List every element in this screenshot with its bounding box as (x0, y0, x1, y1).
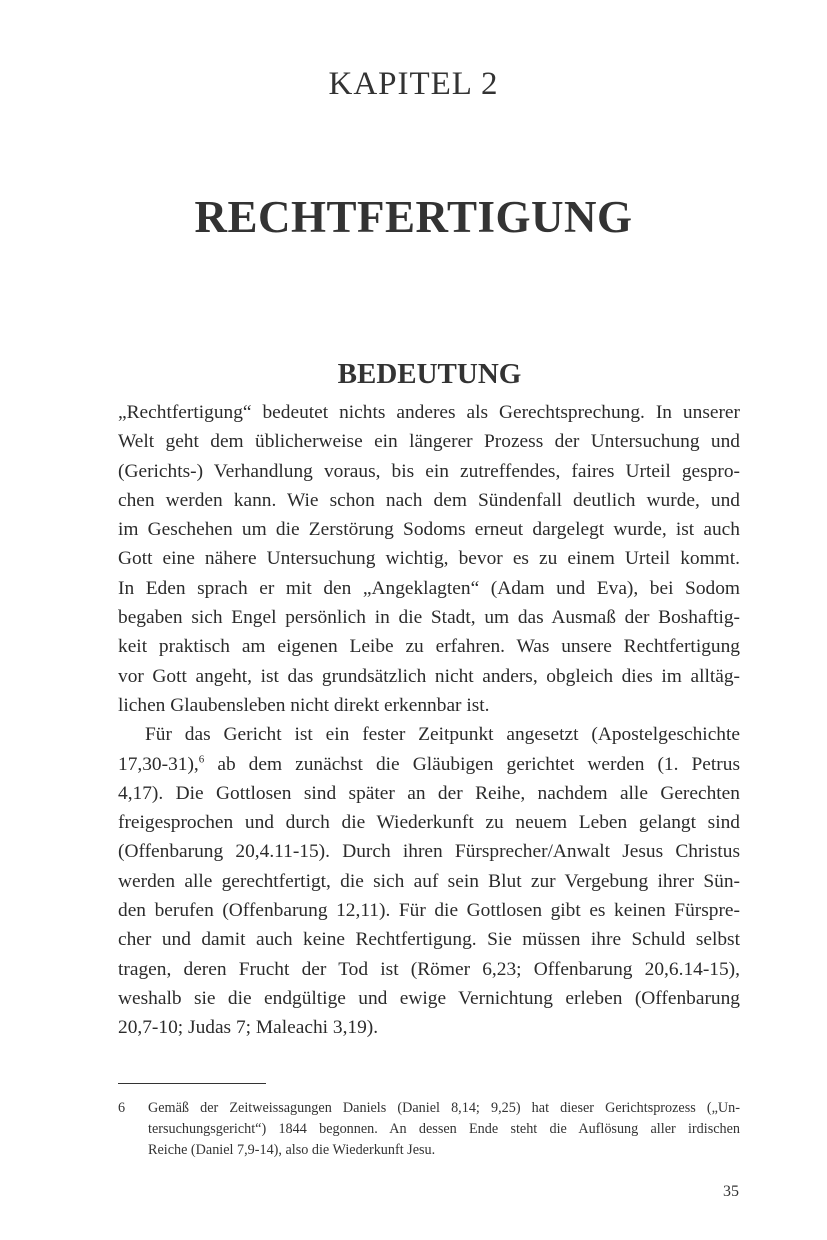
text-line: Gott eine nähere Untersuchung wichtig, bevor es zu einem Urteil kommt. (118, 548, 740, 570)
text-line: im Geschehen um die Zerstörung Sodoms erneut dargelegt wurde, ist auch (118, 519, 740, 541)
text-line: Für das Gericht ist ein fester Zeitpunkt angesetzt (Apostelgeschichte (145, 724, 740, 746)
text-line: weshalb sie die endgültige und ewige Vernichtung erleben (Offenbarung (118, 987, 740, 1009)
text-line-with-footnote (118, 750, 740, 779)
text-line: (Offenbarung 20,4.11-15). Durch ihren Fürsprecher/Anwalt Jesus Christus (118, 841, 740, 863)
chapter-label: KAPITEL 2 (328, 66, 499, 102)
text-line: freigesprochen und durch die Wiederkunft zu neuem Leben gelangt sind (118, 812, 740, 834)
footnote-number: 6 (118, 1100, 126, 1116)
text-segment: ab dem zunächst die Gläubigen gerichtet werden (1. Petrus (204, 753, 740, 775)
footnote-divider (118, 1083, 266, 1084)
text-line: (Gerichts-) Verhandlung voraus, bis ein zutreffendes, faires Urteil gespro- (118, 460, 740, 482)
paragraph-2 (118, 720, 740, 1042)
text-line: cher und damit auch keine Rechtfertigung. Sie müssen ihre Schuld selbst (118, 929, 740, 951)
text-line: Welt geht dem üblicherweise ein längerer Prozess der Untersuchung und (118, 431, 740, 453)
footnote-text (148, 1098, 740, 1161)
footnote-line: tersuchungsgericht“) 1844 begonnen. An dessen Ende steht die Auflösung aller irdischen (148, 1121, 740, 1137)
footnote (118, 1098, 740, 1161)
text-line: keit praktisch am eigenen Leibe zu erfahren. Was unsere Rechtfertigung (118, 636, 740, 658)
footnote-line: Reiche (Daniel 7,9-14), also die Wiederkunft Jesu. (148, 1142, 436, 1158)
chapter-title: RECHTFERTIGUNG (194, 192, 633, 242)
text-line: tragen, deren Frucht der Tod ist (Römer 6,23; Offenbarung 20,6.14-15), (118, 958, 740, 980)
text-line: werden alle gerechtfertigt, die sich auf sein Blut zur Vergebung ihrer Sün- (118, 870, 740, 892)
text-line: 4,17). Die Gottlosen sind später an der Reihe, nachdem alle Gerechten (118, 782, 740, 804)
text-line: vor Gott angeht, ist das grundsätzlich nicht anders, obgleich dies im alltäg- (118, 665, 740, 687)
text-line: den berufen (Offenbarung 12,11). Für die Gottlosen gibt es keinen Fürspre- (118, 900, 740, 922)
text-segment: 17,30-31), (118, 753, 199, 775)
footnote-line: Gemäß der Zeitweissagungen Daniels (Daniel 8,14; 9,25) hat dieser Gerichtsprozess („Un- (148, 1100, 740, 1116)
page-number: 35 (723, 1183, 739, 1200)
footnote-reference[interactable]: 6 (198, 753, 205, 766)
text-line: chen werden kann. Wie schon nach dem Sündenfall deutlich wurde, und (118, 489, 740, 511)
body-text (118, 398, 740, 1043)
paragraph-1 (118, 398, 740, 720)
text-line: 20,7-10; Judas 7; Maleachi 3,19). (118, 1017, 379, 1039)
section-heading: BEDEUTUNG (337, 358, 522, 390)
text-line: „Rechtfertigung“ bedeutet nichts anderes als Gerechtsprechung. In unserer (118, 402, 740, 423)
text-line: begaben sich Engel persönlich in die Stadt, um das Ausmaß der Boshaftig- (118, 607, 740, 629)
text-line: lichen Glaubensleben nicht direkt erkennbar ist. (118, 694, 490, 716)
text-line: In Eden sprach er mit den „Angeklagten“ (Adam und Eva), bei Sodom (118, 577, 740, 599)
